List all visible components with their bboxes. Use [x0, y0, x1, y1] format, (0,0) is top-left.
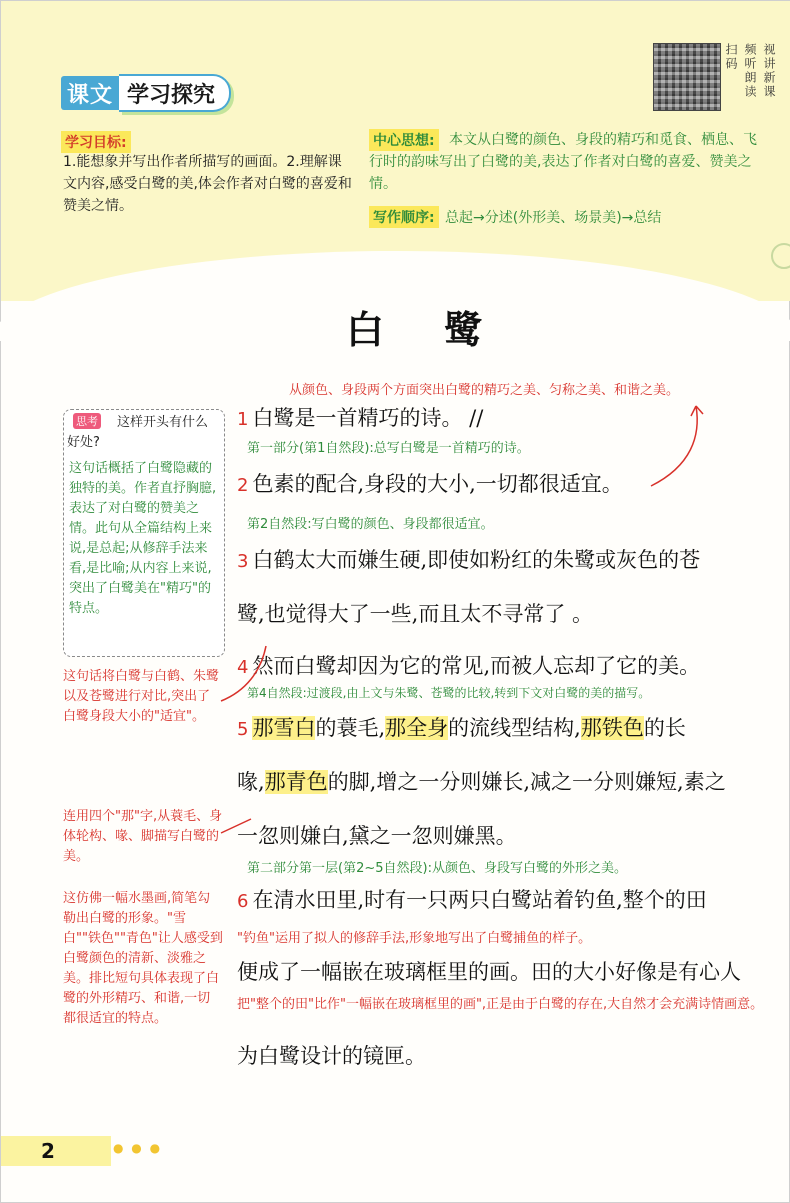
paragraph-text: 的流线型结构,	[448, 716, 581, 740]
annotation-part1: 第一部分(第1自然段):总写白鹭是一首精巧的诗。	[247, 441, 530, 456]
theme-text: 本文从白鹭的颜色、身段的精巧和觅食、栖息、飞行时的韵味写出了白鹭的美,表达了作者对白鹭的喜爱、赞美之情。	[369, 132, 757, 192]
writing-order-text: 总起→分述(外形美、场景美)→总结	[445, 210, 662, 226]
qr-caption-col: 扫码	[724, 43, 738, 71]
annotation-arrow	[216, 801, 256, 841]
paragraph-4	[237, 651, 700, 683]
paragraph-text: 的蓑毛,	[315, 716, 386, 740]
paragraph-text: 然而白鹭却因为它的常见,而被人忘却了它的美。	[252, 654, 701, 678]
highlight-text: 那全身	[385, 716, 449, 740]
paragraph-text: 白鹭是一首精巧的诗。 //	[252, 406, 484, 430]
paragraph-2	[237, 469, 623, 501]
page-title: 白鹭	[346, 307, 543, 352]
footer-dots: ● ● ●	[113, 1141, 163, 1155]
paragraph-3-line2	[237, 599, 593, 629]
annotation-left-3: 这仿佛一幅水墨画,简笔勾勒出白鹭的形象。"雪白""铁色""青色"让人感受到白鹭颜色的清新、淡雅之美。排比短句具体表现了白鹭的外形精巧、和谐,一切都很适宜的特点。	[63, 891, 223, 1026]
paragraph-text: 的长	[643, 716, 686, 740]
annotation-fish: "钓鱼"运用了拟人的修辞手法,形象地写出了白鹭捕鱼的样子。	[237, 931, 592, 946]
writing-order-label: 写作顺序:	[369, 206, 439, 228]
section-header	[61, 73, 231, 113]
section-title: 学习探究	[119, 74, 231, 112]
theme-label: 中心思想:	[369, 129, 439, 151]
think-question: 这样开头有什么好处?	[67, 415, 209, 450]
paragraph-5-line2	[237, 767, 726, 797]
paragraph-number: 5	[237, 719, 249, 740]
paragraph-text: 的脚,增之一分则嫌长,减之一分则嫌短,素之	[327, 770, 726, 794]
paragraph-5-line1	[237, 713, 686, 745]
paragraph-6-line1	[237, 885, 707, 917]
paragraph-text: 便成了一幅嵌在玻璃框里的画。田的大小好像是有心人	[237, 960, 741, 984]
section-icon: 课文	[61, 76, 119, 110]
annotation-arrow	[216, 641, 276, 711]
footer-bar	[1, 1136, 111, 1166]
highlight-text: 那铁色	[580, 716, 644, 740]
paragraph-text: 为白鹭设计的镜匣。	[237, 1044, 426, 1068]
qr-caption-col: 视讲新课	[762, 43, 776, 99]
annotation-p2: 第2自然段:写白鹭的颜色、身段都很适宜。	[247, 517, 494, 532]
paragraph-text: 一忽则嫌白,黛之一忽则嫌黑。	[237, 824, 517, 848]
paragraph-number: 6	[237, 891, 249, 912]
goals-text: 1.能想象并写出作者所描写的画面。2.理解课文内容,感受白鹭的美,体会作者对白鹭的喜爱和赞美之情。	[63, 154, 352, 214]
page-number: 2	[41, 1139, 55, 1163]
annotation-left-1: 这句话将白鹭与白鹤、朱鹭以及苍鹭进行对比,突出了白鹭身段大小的"适宜"。	[63, 669, 220, 724]
paragraph-text: 鹭,也觉得大了一些,而且太不寻常了 。	[237, 602, 594, 626]
annotation-field: 把"整个的田"比作"一幅嵌在玻璃框里的画",正是由于白鹭的存在,大自然才会充满诗情画意。	[237, 997, 764, 1012]
annotation-left-2: 连用四个"那"字,从蓑毛、身体轮构、喙、脚描写白鹭的美。	[63, 809, 223, 864]
paragraph-text: 喙,	[237, 770, 265, 794]
annotation-p4: 第4自然段:过渡段,由上文与朱鹭、苍鹭的比较,转到下文对白鹭的美的描写。	[247, 686, 651, 700]
paragraph-number: 1	[237, 409, 249, 430]
qr-code-icon[interactable]	[653, 43, 721, 111]
paragraph-3-line1	[237, 545, 700, 577]
qr-caption-col: 频听朗读	[743, 43, 757, 99]
paragraph-1	[237, 403, 483, 435]
annotation-part2: 第二部分第一层(第2~5自然段):从颜色、身段写白鹭的外形之美。	[247, 861, 627, 876]
paragraph-number: 4	[237, 657, 249, 678]
paragraph-text: 白鹤太大而嫌生硬,即使如粉红的朱鹭或灰色的苍	[252, 548, 701, 572]
qr-caption	[723, 43, 790, 99]
highlight-text: 那青色	[264, 770, 328, 794]
circle-decoration	[771, 243, 790, 269]
paragraph-number: 2	[237, 475, 249, 496]
goals-label: 学习目标:	[61, 131, 131, 153]
paragraph-text: 色素的配合,身段的大小,一切都很适宜。	[252, 472, 623, 496]
paragraph-6-line3	[237, 1041, 426, 1071]
paragraph-5-line3	[237, 821, 517, 851]
paragraph-text: 在清水田里,时有一只两只白鹭站着钓鱼,整个的田	[252, 888, 707, 912]
paragraph-number: 3	[237, 551, 249, 572]
annotation-top: 从颜色、身段两个方面突出白鹭的精巧之美、匀称之美、和谐之美。	[289, 383, 680, 398]
highlight-text: 那雪白	[252, 716, 316, 740]
paragraph-6-line2	[237, 957, 741, 987]
think-answer: 这句话概括了白鹭隐藏的独特的美。作者直抒胸臆,表达了对白鹭的赞美之情。此句从全篇结构上来说,是总起;从修辞手法来看,是比喻;从内容上来说,突出了白鹭美在"精巧"的特点。	[69, 461, 217, 616]
think-tag: 思考	[73, 413, 101, 429]
